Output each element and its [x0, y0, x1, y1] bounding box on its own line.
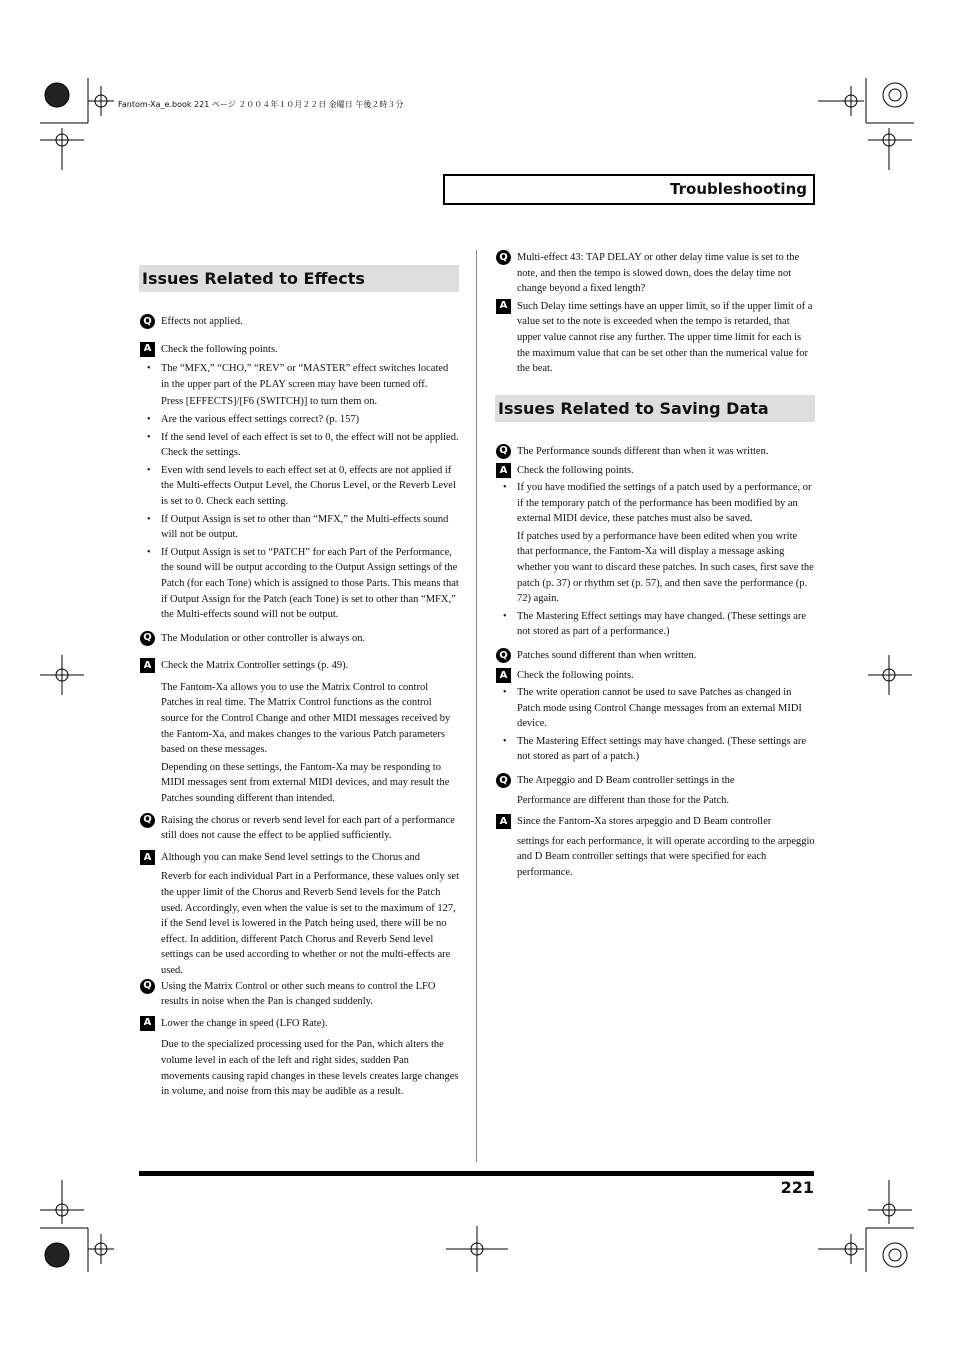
question-icon: Q	[140, 314, 155, 329]
question-icon: Q	[140, 813, 155, 828]
answer-text: Although you can make Send level settings to the Chorus and	[161, 851, 420, 863]
question-text: Effects not applied.	[161, 316, 243, 327]
list-item: • If you have modified the settings of a patch used by a performance, or if the temporary patch of the performance has been modified by an external MIDI device, these patches must also be saved. If patches used by a performance have been edited when you write that performance, the Fantom-Xa will display a message asking whether you want to discard these patches. In such cases, first save the patch (p. 37) or rhythm set (p. 57), and then save the performance (p. 72) again.	[517, 480, 815, 607]
answer-icon: A	[496, 299, 511, 314]
answer-block	[495, 814, 815, 880]
question-text-continued: Performance are different than those for the Patch.	[517, 794, 730, 806]
answer-text: Check the Matrix Controller settings (p. 49).	[161, 660, 349, 672]
question-icon: Q	[140, 631, 155, 646]
answer-block	[139, 342, 459, 623]
question-block	[495, 444, 815, 460]
question-text: The Performance sounds different than when it was written.	[517, 445, 769, 457]
column-divider	[476, 250, 477, 1162]
list-item: • The “MFX,” “CHO,” “REV” or “MASTER” effect switches located in the upper part of the PLAY screen may have been turned off. Press [EFFECTS]/[F6 (SWITCH)] to turn them on.	[161, 361, 459, 410]
answer-icon: A	[140, 658, 155, 673]
question-icon: Q	[140, 979, 155, 994]
answer-text: Since the Fantom-Xa stores arpeggio and D Beam controller	[517, 816, 772, 828]
question-icon: Q	[496, 250, 511, 265]
footer-rule	[139, 1171, 814, 1176]
answer-text: Check the following points.	[161, 343, 278, 355]
book-meta-header: Fantom-Xa_e.book 221 ページ ２００４年１０月２２日 金曜日 午後２時３分	[118, 100, 404, 109]
list-item: • If Output Assign is set to “PATCH” for each Part of the Performance, the sound will be output according to the Output Assign settings of the Patch (for each Tone) which is assigned to those Parts. This means that if Output Assign for the Patch (each Tone) is set to other than “MFX,” the Multi-effects sound will not be output.	[161, 545, 459, 623]
answer-block	[139, 658, 459, 806]
answer-text: Check the following points.	[517, 465, 634, 477]
answer-block	[495, 299, 815, 377]
question-icon: Q	[496, 773, 511, 788]
answer-paragraph: Depending on these settings, the Fantom-Xa may be responding to MIDI messages sent from external MIDI devices, and may result the Patches sounding different than intended.	[161, 761, 450, 805]
answer-icon: A	[496, 814, 511, 829]
question-text: Using the Matrix Control or other such means to control the LFO results in noise when the Pan is changed suddenly.	[161, 980, 436, 1008]
question-text: The Arpeggio and D Beam controller settings in the	[517, 775, 735, 787]
list-item: • Are the various effect settings correct? (p. 157)	[161, 412, 459, 428]
answer-icon: A	[140, 1016, 155, 1031]
page-number: 221	[780, 1178, 814, 1197]
question-text: Patches sound different than when written.	[517, 649, 697, 661]
answer-block	[139, 1016, 459, 1100]
answer-block	[495, 668, 815, 765]
effects-heading: Issues Related to Effects	[139, 265, 459, 292]
list-item: • If Output Assign is set to other than “MFX,” the Multi-effects sound will not be output.	[161, 512, 459, 543]
section-title: Troubleshooting	[670, 180, 807, 198]
answer-text: Check the following points.	[517, 670, 634, 682]
question-icon: Q	[496, 648, 511, 663]
list-item: • The write operation cannot be used to save Patches as changed in Patch mode using Control Change messages from an external MIDI device.	[517, 685, 815, 732]
section-title-box	[443, 174, 815, 205]
bullet-list	[161, 361, 459, 623]
saving-data-heading: Issues Related to Saving Data	[495, 395, 815, 422]
bullet-list	[517, 685, 815, 765]
answer-paragraph: settings for each performance, it will operate according to the arpeggio and D Beam controller settings that were specified for each performance.	[517, 835, 815, 878]
left-column	[139, 265, 459, 1100]
bullet-list	[517, 480, 815, 640]
answer-icon: A	[496, 668, 511, 683]
question-text: The Modulation or other controller is always on.	[161, 632, 366, 644]
question-block	[139, 979, 459, 1010]
answer-paragraph: Reverb for each individual Part in a Performance, these values only set the upper limit of the Chorus and Reverb Send levels for the Patch used. Accordingly, even when the value is set to the maximum of 127, if the Send level is lowered in the Patch being used, there will be no effect. In addition, different Patch Chorus and Reverb Send level settings can be used according to whether or not the multi-effects are used.	[161, 871, 459, 976]
answer-text: Lower the change in speed (LFO Rate).	[161, 1017, 328, 1029]
question-icon: Q	[496, 444, 511, 459]
question-block	[139, 314, 459, 330]
answer-block	[495, 463, 815, 640]
answer-icon: A	[140, 850, 155, 865]
list-item: • The Mastering Effect settings may have changed. (These settings are not stored as part of a patch.)	[517, 734, 815, 765]
question-block	[139, 813, 459, 844]
question-block	[495, 773, 815, 808]
list-item: • If the send level of each effect is set to 0, the effect will not be applied. Check the settings.	[161, 430, 459, 461]
answer-icon: A	[140, 342, 155, 357]
answer-paragraph: Due to the specialized processing used for the Pan, which alters the volume level in each of the left and right sides, sudden Pan movements causing rapid changes in these levels creates large changes in volume, and noise from this may be audible as a result.	[161, 1039, 459, 1098]
question-block	[495, 250, 815, 297]
list-item: • Even with send levels to each effect set at 0, effects are not applied if the Multi-effects Output Level, the Chorus Level, or the Reverb Level is set to 0. Check each setting.	[161, 463, 459, 510]
right-column	[495, 250, 815, 881]
list-item: • The Mastering Effect settings may have changed. (These settings are not stored as part of a performance.)	[517, 609, 815, 640]
question-block	[495, 648, 815, 664]
question-text: Multi-effect 43: TAP DELAY or other delay time value is set to the note, and then the tempo is slowed down, does the delay time not change beyond a fixed length?	[517, 252, 800, 295]
question-text: Raising the chorus or reverb send level for each part of a performance still does not cause the effect to be applied sufficiently.	[161, 814, 455, 842]
answer-text: Such Delay time settings have an upper limit, so if the upper limit of a value set to the note is exceeded when the tempo is retarded, that upper value cannot rise any further. The upper time limit for each is the maximum value that can be set other than the numerical value for the beat.	[517, 300, 813, 375]
question-block	[139, 631, 459, 647]
answer-paragraph: The Fantom-Xa allows you to use the Matrix Control to control Patches in real time. The Matrix Control functions as the control source for the Control Change and other MIDI messages received by the Fantom-Xa, and makes changes to the various Patch parameters based on these messages.	[161, 681, 451, 756]
answer-block	[139, 850, 459, 979]
answer-icon: A	[496, 463, 511, 478]
